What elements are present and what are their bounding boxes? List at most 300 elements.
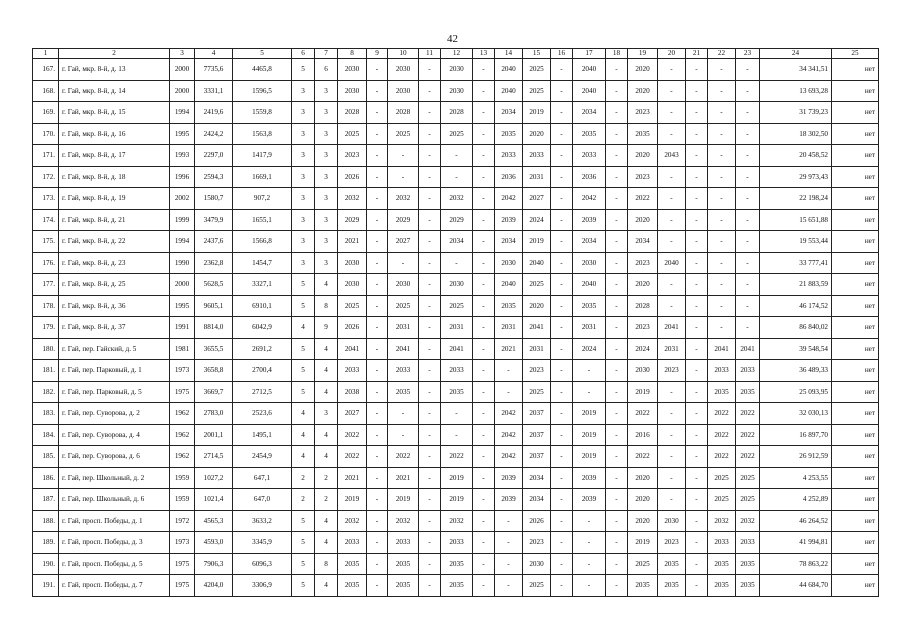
table-cell-col-9: - bbox=[367, 489, 388, 511]
table-cell-col-25: нет bbox=[832, 145, 879, 167]
table-cell-col-19: 2020 bbox=[628, 145, 658, 167]
table-cell-col-15: 2031 bbox=[523, 338, 551, 360]
table-cell-col-12: 2025 bbox=[441, 295, 473, 317]
table-cell-col-1: 174. bbox=[33, 209, 59, 231]
table-cell-col-23: 2033 bbox=[736, 532, 760, 554]
table-cell-col-9: - bbox=[367, 123, 388, 145]
table-cell-col-25: нет bbox=[832, 80, 879, 102]
table-row bbox=[33, 575, 879, 597]
table-cell-col-6: 3 bbox=[292, 209, 315, 231]
table-cell-col-5: 647,0 bbox=[233, 489, 292, 511]
table-cell-col-18: - bbox=[606, 252, 628, 274]
table-cell-col-8: 2030 bbox=[338, 80, 367, 102]
table-cell-col-3: 1995 bbox=[170, 123, 195, 145]
column-header-14: 14 bbox=[495, 49, 523, 59]
table-cell-col-4: 1580,7 bbox=[195, 188, 233, 210]
table-cell-col-1: 176. bbox=[33, 252, 59, 274]
table-cell-col-16: - bbox=[551, 575, 573, 597]
table-cell-col-2: г. Гай, пер. Суворова, д. 2 bbox=[59, 403, 170, 425]
table-cell-col-10: 2021 bbox=[388, 467, 419, 489]
table-cell-col-24: 31 739,23 bbox=[760, 102, 832, 124]
table-cell-col-16: - bbox=[551, 403, 573, 425]
table-cell-col-9: - bbox=[367, 252, 388, 274]
table-cell-col-10: 2033 bbox=[388, 360, 419, 382]
table-cell-col-3: 1959 bbox=[170, 467, 195, 489]
table-cell-col-12: - bbox=[441, 145, 473, 167]
table-cell-col-21: - bbox=[686, 381, 708, 403]
table-cell-col-16: - bbox=[551, 532, 573, 554]
table-cell-col-17: 2024 bbox=[573, 338, 606, 360]
table-cell-col-15: 2030 bbox=[523, 553, 551, 575]
table-cell-col-24: 25 093,95 bbox=[760, 381, 832, 403]
column-header-3: 3 bbox=[170, 49, 195, 59]
table-cell-col-9: - bbox=[367, 274, 388, 296]
table-cell-col-14: 2039 bbox=[495, 467, 523, 489]
table-cell-col-11: - bbox=[419, 489, 441, 511]
table-cell-col-19: 2034 bbox=[628, 231, 658, 253]
table-cell-col-22: - bbox=[708, 145, 736, 167]
table-cell-col-12: - bbox=[441, 424, 473, 446]
table-cell-col-8: 2038 bbox=[338, 381, 367, 403]
table-cell-col-11: - bbox=[419, 532, 441, 554]
table-cell-col-15: 2020 bbox=[523, 295, 551, 317]
table-cell-col-14: 2040 bbox=[495, 59, 523, 81]
table-cell-col-14: - bbox=[495, 532, 523, 554]
table-cell-col-15: 2025 bbox=[523, 274, 551, 296]
table-cell-col-23: 2032 bbox=[736, 510, 760, 532]
table-cell-col-10: - bbox=[388, 403, 419, 425]
table-cell-col-10: 2032 bbox=[388, 188, 419, 210]
table-cell-col-1: 172. bbox=[33, 166, 59, 188]
table-cell-col-25: нет bbox=[832, 252, 879, 274]
table-cell-col-16: - bbox=[551, 274, 573, 296]
table-cell-col-3: 2000 bbox=[170, 59, 195, 81]
table-cell-col-20: - bbox=[658, 446, 686, 468]
table-cell-col-9: - bbox=[367, 102, 388, 124]
table-cell-col-15: 2040 bbox=[523, 252, 551, 274]
table-cell-col-14: 2042 bbox=[495, 403, 523, 425]
table-cell-col-22: 2025 bbox=[708, 489, 736, 511]
table-cell-col-13: - bbox=[473, 252, 495, 274]
table-cell-col-13: - bbox=[473, 80, 495, 102]
table-cell-col-20: - bbox=[658, 59, 686, 81]
table-cell-col-12: 2022 bbox=[441, 446, 473, 468]
table-row bbox=[33, 446, 879, 468]
table-cell-col-4: 9605,1 bbox=[195, 295, 233, 317]
table-cell-col-9: - bbox=[367, 188, 388, 210]
table-cell-col-6: 5 bbox=[292, 295, 315, 317]
table-cell-col-11: - bbox=[419, 338, 441, 360]
table-cell-col-7: 2 bbox=[315, 489, 338, 511]
table-cell-col-18: - bbox=[606, 446, 628, 468]
table-cell-col-25: нет bbox=[832, 59, 879, 81]
table-cell-col-21: - bbox=[686, 231, 708, 253]
table-cell-col-21: - bbox=[686, 338, 708, 360]
table-cell-col-13: - bbox=[473, 510, 495, 532]
table-cell-col-16: - bbox=[551, 80, 573, 102]
table-cell-col-18: - bbox=[606, 188, 628, 210]
table-cell-col-24: 46 174,52 bbox=[760, 295, 832, 317]
table-cell-col-11: - bbox=[419, 446, 441, 468]
table-cell-col-2: г. Гай, пер. Гайский, д. 5 bbox=[59, 338, 170, 360]
table-cell-col-13: - bbox=[473, 381, 495, 403]
table-cell-col-2: г. Гай, просп. Победы, д. 5 bbox=[59, 553, 170, 575]
table-cell-col-11: - bbox=[419, 295, 441, 317]
table-cell-col-8: 2021 bbox=[338, 231, 367, 253]
column-header-4: 4 bbox=[195, 49, 233, 59]
table-cell-col-24: 20 458,52 bbox=[760, 145, 832, 167]
table-cell-col-8: 2028 bbox=[338, 102, 367, 124]
table-row bbox=[33, 532, 879, 554]
table-cell-col-19: 2016 bbox=[628, 424, 658, 446]
table-cell-col-21: - bbox=[686, 188, 708, 210]
table-cell-col-5: 3633,2 bbox=[233, 510, 292, 532]
table-cell-col-20: - bbox=[658, 231, 686, 253]
table-cell-col-7: 3 bbox=[315, 102, 338, 124]
table-cell-col-10: 2030 bbox=[388, 59, 419, 81]
table-cell-col-4: 4593,0 bbox=[195, 532, 233, 554]
table-cell-col-17: 2019 bbox=[573, 424, 606, 446]
table-cell-col-15: 2034 bbox=[523, 467, 551, 489]
table-cell-col-20: - bbox=[658, 166, 686, 188]
table-row bbox=[33, 295, 879, 317]
table-cell-col-5: 1669,1 bbox=[233, 166, 292, 188]
table-cell-col-21: - bbox=[686, 166, 708, 188]
table-cell-col-18: - bbox=[606, 467, 628, 489]
table-cell-col-24: 32 030,13 bbox=[760, 403, 832, 425]
table-cell-col-14: 2034 bbox=[495, 102, 523, 124]
table-cell-col-21: - bbox=[686, 295, 708, 317]
table-cell-col-18: - bbox=[606, 510, 628, 532]
table-cell-col-6: 4 bbox=[292, 446, 315, 468]
table-cell-col-4: 2714,5 bbox=[195, 446, 233, 468]
table-row bbox=[33, 252, 879, 274]
table-cell-col-8: 2023 bbox=[338, 145, 367, 167]
table-cell-col-19: 2020 bbox=[628, 467, 658, 489]
table-cell-col-11: - bbox=[419, 188, 441, 210]
table-cell-col-17: - bbox=[573, 381, 606, 403]
column-header-7: 7 bbox=[315, 49, 338, 59]
table-cell-col-22: - bbox=[708, 123, 736, 145]
table-cell-col-3: 2002 bbox=[170, 188, 195, 210]
table-row bbox=[33, 166, 879, 188]
table-cell-col-3: 1990 bbox=[170, 252, 195, 274]
table-cell-col-7: 3 bbox=[315, 166, 338, 188]
table-cell-col-9: - bbox=[367, 553, 388, 575]
table-cell-col-21: - bbox=[686, 360, 708, 382]
table-cell-col-17: 2040 bbox=[573, 274, 606, 296]
table-cell-col-23: - bbox=[736, 209, 760, 231]
table-cell-col-23: - bbox=[736, 317, 760, 339]
table-cell-col-11: - bbox=[419, 231, 441, 253]
table-cell-col-7: 4 bbox=[315, 510, 338, 532]
table-cell-col-24: 13 693,28 bbox=[760, 80, 832, 102]
column-header-20: 20 bbox=[658, 49, 686, 59]
table-cell-col-20: 2023 bbox=[658, 360, 686, 382]
table-cell-col-8: 2026 bbox=[338, 317, 367, 339]
table-cell-col-24: 39 548,54 bbox=[760, 338, 832, 360]
table-cell-col-10: 2031 bbox=[388, 317, 419, 339]
table-cell-col-25: нет bbox=[832, 166, 879, 188]
table-cell-col-18: - bbox=[606, 295, 628, 317]
table-cell-col-18: - bbox=[606, 123, 628, 145]
table-cell-col-25: нет bbox=[832, 102, 879, 124]
table-cell-col-15: 2041 bbox=[523, 317, 551, 339]
table-cell-col-10: 2025 bbox=[388, 123, 419, 145]
table-cell-col-11: - bbox=[419, 403, 441, 425]
table-cell-col-16: - bbox=[551, 295, 573, 317]
table-cell-col-19: 2030 bbox=[628, 360, 658, 382]
table-cell-col-25: нет bbox=[832, 360, 879, 382]
table-cell-col-23: - bbox=[736, 145, 760, 167]
table-cell-col-15: 2025 bbox=[523, 575, 551, 597]
table-cell-col-10: 2030 bbox=[388, 274, 419, 296]
table-cell-col-22: - bbox=[708, 209, 736, 231]
column-header-21: 21 bbox=[686, 49, 708, 59]
table-cell-col-25: нет bbox=[832, 467, 879, 489]
table-cell-col-25: нет bbox=[832, 510, 879, 532]
table-cell-col-11: - bbox=[419, 102, 441, 124]
table-cell-col-1: 170. bbox=[33, 123, 59, 145]
table-cell-col-2: г. Гай, мкр. 8-й, д. 15 bbox=[59, 102, 170, 124]
table-cell-col-2: г. Гай, мкр. 8-й, д. 36 bbox=[59, 295, 170, 317]
table-cell-col-14: 2042 bbox=[495, 424, 523, 446]
table-cell-col-9: - bbox=[367, 231, 388, 253]
table-cell-col-13: - bbox=[473, 467, 495, 489]
table-cell-col-20: - bbox=[658, 489, 686, 511]
table-cell-col-12: 2032 bbox=[441, 510, 473, 532]
table-cell-col-15: 2025 bbox=[523, 59, 551, 81]
table-cell-col-3: 1975 bbox=[170, 381, 195, 403]
table-cell-col-2: г. Гай, мкр. 8-й, д. 16 bbox=[59, 123, 170, 145]
table-cell-col-9: - bbox=[367, 209, 388, 231]
table-cell-col-1: 187. bbox=[33, 489, 59, 511]
table-cell-col-8: 2022 bbox=[338, 446, 367, 468]
table-cell-col-12: 2034 bbox=[441, 231, 473, 253]
table-cell-col-11: - bbox=[419, 59, 441, 81]
table-cell-col-5: 2523,6 bbox=[233, 403, 292, 425]
table-cell-col-23: 2025 bbox=[736, 489, 760, 511]
table-cell-col-8: 2026 bbox=[338, 166, 367, 188]
table-cell-col-22: 2041 bbox=[708, 338, 736, 360]
table-cell-col-1: 186. bbox=[33, 467, 59, 489]
table-cell-col-11: - bbox=[419, 381, 441, 403]
table-cell-col-18: - bbox=[606, 381, 628, 403]
table-cell-col-9: - bbox=[367, 575, 388, 597]
table-cell-col-24: 21 883,59 bbox=[760, 274, 832, 296]
table-cell-col-23: - bbox=[736, 102, 760, 124]
table-cell-col-20: 2040 bbox=[658, 252, 686, 274]
table-cell-col-15: 2023 bbox=[523, 360, 551, 382]
table-cell-col-22: 2035 bbox=[708, 381, 736, 403]
table-cell-col-23: 2035 bbox=[736, 575, 760, 597]
table-cell-col-5: 1566,8 bbox=[233, 231, 292, 253]
table-cell-col-18: - bbox=[606, 145, 628, 167]
column-header-1: 1 bbox=[33, 49, 59, 59]
table-cell-col-24: 78 863,22 bbox=[760, 553, 832, 575]
table-cell-col-3: 2000 bbox=[170, 274, 195, 296]
table-cell-col-23: - bbox=[736, 59, 760, 81]
table-cell-col-7: 3 bbox=[315, 209, 338, 231]
table-cell-col-7: 4 bbox=[315, 575, 338, 597]
table-cell-col-8: 2030 bbox=[338, 59, 367, 81]
table-cell-col-21: - bbox=[686, 467, 708, 489]
table-cell-col-13: - bbox=[473, 553, 495, 575]
table-cell-col-14: - bbox=[495, 510, 523, 532]
table-cell-col-22: 2022 bbox=[708, 403, 736, 425]
column-header-10: 10 bbox=[388, 49, 419, 59]
table-cell-col-2: г. Гай, просп. Победы, д. 1 bbox=[59, 510, 170, 532]
table-cell-col-24: 33 777,41 bbox=[760, 252, 832, 274]
table-cell-col-13: - bbox=[473, 424, 495, 446]
table-cell-col-2: г. Гай, мкр. 8-й, д. 19 bbox=[59, 188, 170, 210]
table-cell-col-16: - bbox=[551, 381, 573, 403]
table-cell-col-24: 86 840,02 bbox=[760, 317, 832, 339]
table-cell-col-22: - bbox=[708, 252, 736, 274]
table-cell-col-4: 2783,0 bbox=[195, 403, 233, 425]
table-cell-col-12: 2029 bbox=[441, 209, 473, 231]
table-cell-col-10: 2025 bbox=[388, 295, 419, 317]
table-cell-col-5: 4465,8 bbox=[233, 59, 292, 81]
table-cell-col-17: 2040 bbox=[573, 80, 606, 102]
table-cell-col-10: - bbox=[388, 166, 419, 188]
table-cell-col-24: 26 912,59 bbox=[760, 446, 832, 468]
table-cell-col-21: - bbox=[686, 123, 708, 145]
table-cell-col-9: - bbox=[367, 381, 388, 403]
table-cell-col-18: - bbox=[606, 274, 628, 296]
table-cell-col-2: г. Гай, пер. Школьный, д. 6 bbox=[59, 489, 170, 511]
table-cell-col-20: - bbox=[658, 80, 686, 102]
table-cell-col-1: 169. bbox=[33, 102, 59, 124]
table-cell-col-4: 8814,0 bbox=[195, 317, 233, 339]
table-cell-col-10: 2029 bbox=[388, 209, 419, 231]
table-cell-col-23: 2025 bbox=[736, 467, 760, 489]
table-cell-col-14: 2039 bbox=[495, 209, 523, 231]
table-cell-col-7: 3 bbox=[315, 252, 338, 274]
table-cell-col-16: - bbox=[551, 446, 573, 468]
table-cell-col-20: - bbox=[658, 123, 686, 145]
table-cell-col-20: - bbox=[658, 403, 686, 425]
table-row bbox=[33, 209, 879, 231]
table-cell-col-8: 2030 bbox=[338, 252, 367, 274]
table-cell-col-12: 2035 bbox=[441, 381, 473, 403]
table-cell-col-14: 2036 bbox=[495, 166, 523, 188]
table-cell-col-5: 3327,1 bbox=[233, 274, 292, 296]
table-row bbox=[33, 381, 879, 403]
table-cell-col-8: 2041 bbox=[338, 338, 367, 360]
table-cell-col-3: 1975 bbox=[170, 553, 195, 575]
table-cell-col-13: - bbox=[473, 209, 495, 231]
table-cell-col-20: 2030 bbox=[658, 510, 686, 532]
table-cell-col-21: - bbox=[686, 317, 708, 339]
table-cell-col-22: 2035 bbox=[708, 553, 736, 575]
table-cell-col-5: 1563,8 bbox=[233, 123, 292, 145]
table-cell-col-1: 182. bbox=[33, 381, 59, 403]
table-cell-col-7: 3 bbox=[315, 231, 338, 253]
column-header-8: 8 bbox=[338, 49, 367, 59]
table-cell-col-24: 46 264,52 bbox=[760, 510, 832, 532]
table-header bbox=[33, 49, 879, 59]
table-cell-col-1: 175. bbox=[33, 231, 59, 253]
table-cell-col-22: - bbox=[708, 59, 736, 81]
column-header-5: 5 bbox=[233, 49, 292, 59]
table-cell-col-8: 2019 bbox=[338, 489, 367, 511]
table-cell-col-11: - bbox=[419, 145, 441, 167]
table-cell-col-19: 2020 bbox=[628, 59, 658, 81]
table-cell-col-18: - bbox=[606, 80, 628, 102]
table-cell-col-16: - bbox=[551, 252, 573, 274]
table-cell-col-25: нет bbox=[832, 424, 879, 446]
table-cell-col-2: г. Гай, мкр. 8-й, д. 17 bbox=[59, 145, 170, 167]
table-cell-col-11: - bbox=[419, 575, 441, 597]
table-cell-col-16: - bbox=[551, 360, 573, 382]
table-cell-col-4: 2419,6 bbox=[195, 102, 233, 124]
table-cell-col-23: 2033 bbox=[736, 360, 760, 382]
table-cell-col-9: - bbox=[367, 295, 388, 317]
table-cell-col-3: 1959 bbox=[170, 489, 195, 511]
table-cell-col-20: - bbox=[658, 295, 686, 317]
table-cell-col-21: - bbox=[686, 102, 708, 124]
table-cell-col-6: 3 bbox=[292, 80, 315, 102]
table-cell-col-6: 2 bbox=[292, 489, 315, 511]
column-header-17: 17 bbox=[573, 49, 606, 59]
table-cell-col-19: 2023 bbox=[628, 317, 658, 339]
table-cell-col-7: 4 bbox=[315, 338, 338, 360]
table-cell-col-13: - bbox=[473, 295, 495, 317]
table-cell-col-25: нет bbox=[832, 532, 879, 554]
table-cell-col-9: - bbox=[367, 317, 388, 339]
table-row bbox=[33, 317, 879, 339]
table-cell-col-9: - bbox=[367, 510, 388, 532]
table-cell-col-6: 5 bbox=[292, 553, 315, 575]
table-cell-col-19: 2023 bbox=[628, 252, 658, 274]
table-cell-col-15: 2037 bbox=[523, 446, 551, 468]
table-cell-col-18: - bbox=[606, 403, 628, 425]
table-cell-col-7: 8 bbox=[315, 553, 338, 575]
table-cell-col-4: 2362,8 bbox=[195, 252, 233, 274]
table-cell-col-12: 2032 bbox=[441, 188, 473, 210]
table-cell-col-8: 2030 bbox=[338, 274, 367, 296]
table-cell-col-5: 6096,3 bbox=[233, 553, 292, 575]
table-cell-col-9: - bbox=[367, 59, 388, 81]
table-cell-col-19: 2020 bbox=[628, 274, 658, 296]
table-cell-col-10: - bbox=[388, 424, 419, 446]
table-cell-col-19: 2020 bbox=[628, 510, 658, 532]
table-cell-col-22: 2022 bbox=[708, 424, 736, 446]
table-cell-col-3: 1994 bbox=[170, 231, 195, 253]
table-cell-col-4: 7906,3 bbox=[195, 553, 233, 575]
table-cell-col-7: 3 bbox=[315, 188, 338, 210]
table-cell-col-10: 2035 bbox=[388, 553, 419, 575]
table-cell-col-20: 2035 bbox=[658, 553, 686, 575]
table-cell-col-13: - bbox=[473, 403, 495, 425]
table-cell-col-6: 5 bbox=[292, 532, 315, 554]
table-cell-col-11: - bbox=[419, 510, 441, 532]
table-cell-col-4: 4565,3 bbox=[195, 510, 233, 532]
table-cell-col-6: 4 bbox=[292, 424, 315, 446]
table-cell-col-20: 2031 bbox=[658, 338, 686, 360]
table-cell-col-24: 19 553,44 bbox=[760, 231, 832, 253]
table-cell-col-15: 2019 bbox=[523, 231, 551, 253]
table-cell-col-2: г. Гай, просп. Победы, д. 3 bbox=[59, 532, 170, 554]
table-cell-col-25: нет bbox=[832, 489, 879, 511]
table-cell-col-17: 2036 bbox=[573, 166, 606, 188]
table-cell-col-25: нет bbox=[832, 575, 879, 597]
table-cell-col-16: - bbox=[551, 467, 573, 489]
table-cell-col-11: - bbox=[419, 209, 441, 231]
table-cell-col-21: - bbox=[686, 532, 708, 554]
table-cell-col-1: 168. bbox=[33, 80, 59, 102]
